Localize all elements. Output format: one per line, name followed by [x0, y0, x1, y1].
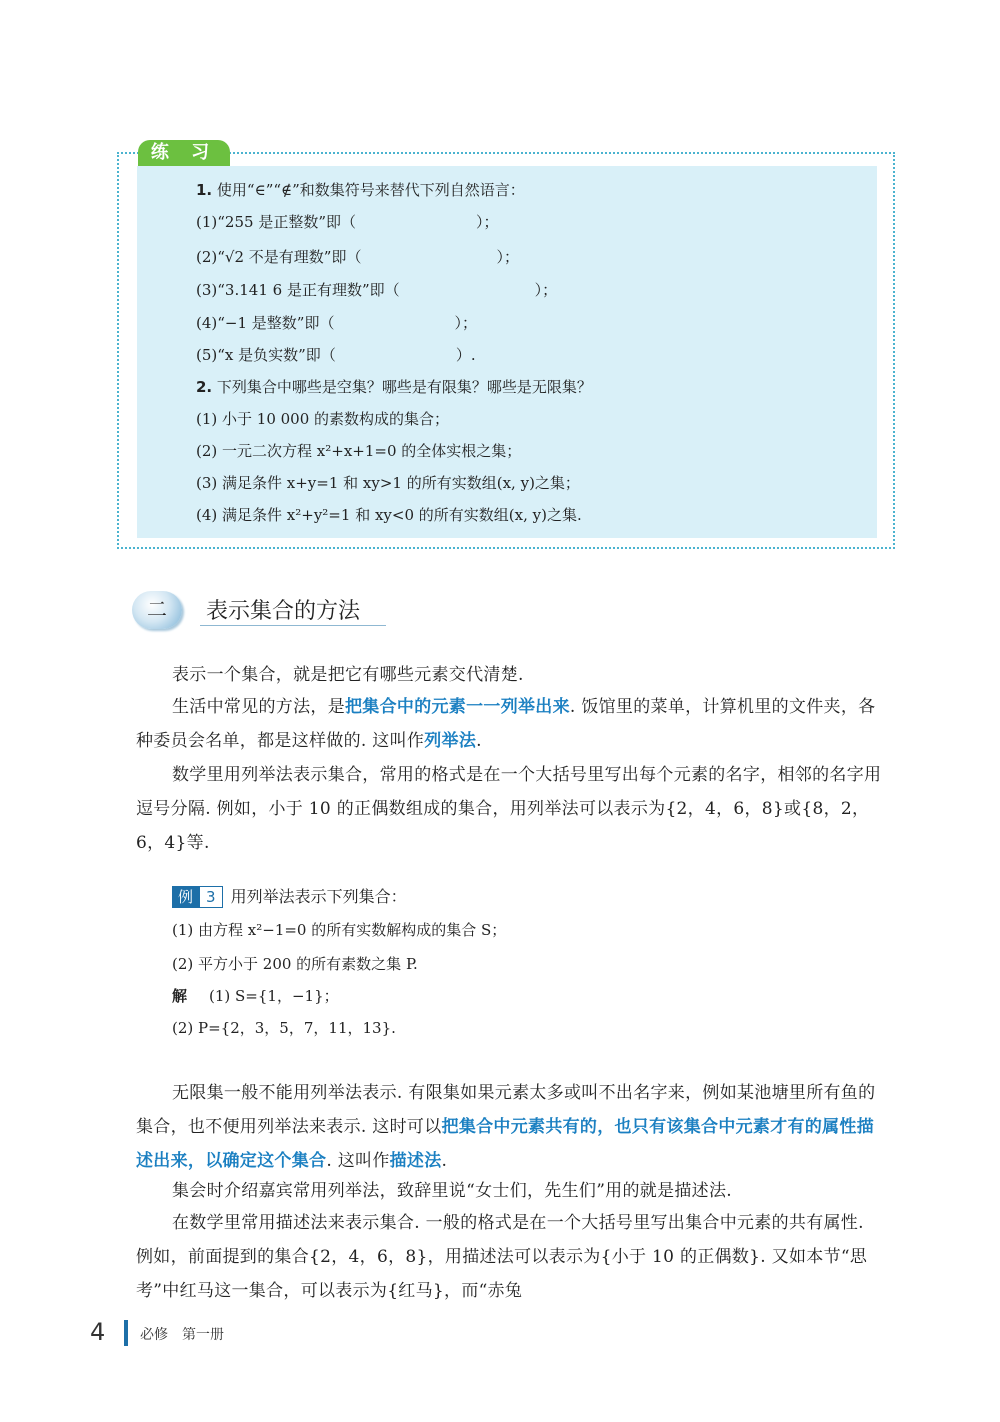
- solution-line-1: [172, 980, 339, 1012]
- p4-text: 无限集一般不能用列举法表示. 有限集如果元素太多或叫不出名字来，例如某池塘里所有鱼的集合，也不便用列举法来表示. 这时可以: [136, 1083, 876, 1137]
- paragraph-1: 表示一个集合，就是把它有哪些元素交代清楚.: [172, 665, 524, 685]
- q1-item: (5)“x 是负实数”即（ ）.: [196, 346, 476, 364]
- p4-text-b: . 这叫作: [326, 1151, 390, 1171]
- q1-title: 使用“∈”“∉”和数集符号来替代下列自然语言：: [216, 181, 525, 199]
- exercise-q2: [196, 377, 592, 397]
- section-title: 表示集合的方法: [206, 599, 361, 624]
- example-header: [172, 884, 407, 908]
- example-title: 用列举法表示下列集合：: [230, 887, 407, 906]
- q2-number: 2.: [196, 378, 213, 396]
- q1-item: (4)“−1 是整数”即（ ）；: [196, 314, 477, 332]
- q2-title: 下列集合中哪些是空集？哪些是有限集？哪些是无限集？: [216, 378, 592, 396]
- example-label: 例: [172, 886, 199, 908]
- q1-item: (1)“255 是正整数”即（ ）；: [196, 213, 499, 231]
- q1-item: (3)“3.141 6 是正有理数”即（ ）；: [196, 281, 558, 299]
- q1-item: (2)“√2 不是有理数”即（ ）；: [196, 248, 519, 266]
- example-number: 3: [199, 886, 223, 908]
- solution-1: (1) S={1，−1}；: [209, 987, 339, 1005]
- section-number-badge: 二: [132, 591, 182, 629]
- paragraph-2: [136, 690, 884, 758]
- q1-number: 1.: [196, 181, 213, 199]
- example-item: (2) 平方小于 200 的所有素数之集 P.: [172, 955, 418, 973]
- p2-highlight: 把集合中的元素一一列举出来: [345, 697, 570, 717]
- paragraph-3: 数学里用列举法表示集合，常用的格式是在一个大括号里写出每个元素的名字，相邻的名字用逗号分隔. 例如，小于 10 的正偶数组成的集合，用列举法可以表示为{2，4，6，8}或{8，2，6，4}等.: [136, 765, 882, 853]
- section-underline: [200, 625, 386, 626]
- paragraph-4: [136, 1076, 884, 1178]
- exercise-tab: 练 习: [138, 140, 230, 166]
- term-description: 描述法: [389, 1151, 442, 1171]
- term-enumeration: 列举法: [424, 731, 477, 751]
- footer-bar: [124, 1320, 128, 1346]
- paragraph-6: 在数学里常用描述法来表示集合. 一般的格式是在一个大括号里写出集合中元素的共有属性. 例如，前面提到的集合{2，4，6，8}，用描述法可以表示为{小于 10 的正偶数}. 又如本节“思考”中红马这一集合，可以表示为{红马}，而“赤兔: [136, 1213, 868, 1301]
- paragraph-5: 集会时介绍嘉宾常用列举法，致辞里说“女士们，先生们”用的就是描述法.: [172, 1181, 732, 1201]
- solution-label: 解: [172, 987, 188, 1005]
- book-title: 必修 第一册: [140, 1327, 224, 1343]
- p2-text-b: . 饭馆里的菜单，计算机里的文件夹，各种委员会名单，都是这样做的. 这叫作: [136, 697, 876, 751]
- page-number: 4: [90, 1318, 106, 1346]
- exercise-q1: [196, 180, 525, 200]
- q2-item: (2) 一元二次方程 x²+x+1=0 的全体实根之集；: [196, 442, 522, 460]
- p4-highlight: 把集合中元素共有的，也只有该集合中元素才有的属性描述出来，以确定这个集合: [136, 1117, 875, 1171]
- p4-end: .: [441, 1151, 448, 1171]
- p2-end: .: [476, 731, 482, 751]
- p2-text: 生活中常见的方法，是: [172, 697, 345, 717]
- q2-item: (3) 满足条件 x+y=1 和 xy>1 的所有实数组(x, y)之集；: [196, 474, 580, 492]
- example-item: (1) 由方程 x²−1=0 的所有实数解构成的集合 S；: [172, 921, 507, 939]
- q2-item: (4) 满足条件 x²+y²=1 和 xy<0 的所有实数组(x, y)之集.: [196, 506, 582, 524]
- solution-2: (2) P={2，3，5，7，11，13}.: [172, 1019, 396, 1037]
- q2-item: (1) 小于 10 000 的素数构成的集合；: [196, 410, 450, 428]
